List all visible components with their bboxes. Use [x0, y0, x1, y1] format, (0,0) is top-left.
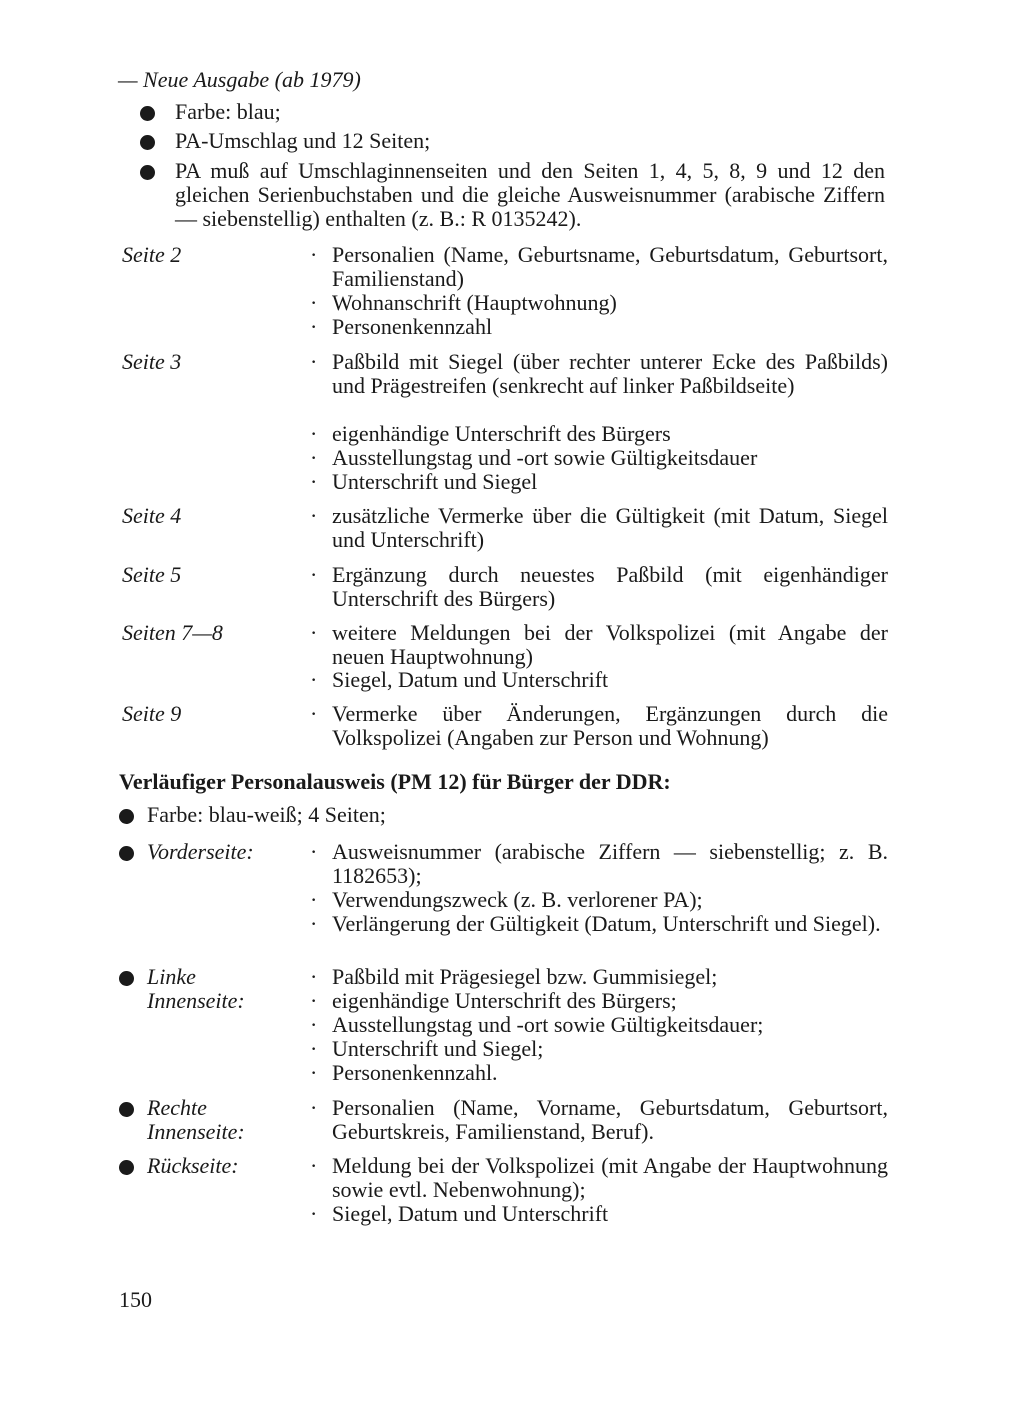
- list-item: · Paßbild mit Prägesiegel bzw. Gummisiegel;: [310, 964, 718, 989]
- bullet-icon: [119, 971, 134, 986]
- list-item: · Paßbild mit Siegel (über rechter unterer Ecke des Paßbilds) und Prägestreifen (senkrecht auf linker Paßbildseite): [310, 349, 888, 398]
- list-item: · Ausweisnummer (arabische Ziffern — siebenstellig; z. B. 1182653);: [310, 839, 888, 888]
- page-label: Seite 4: [122, 503, 182, 528]
- list-item: · zusätzliche Vermerke über die Gültigkeit (mit Datum, Siegel und Unterschrift): [310, 503, 888, 552]
- group-label: Rechte Innenseite:: [147, 1095, 245, 1144]
- page-label: Seite 3: [122, 349, 182, 374]
- intro-bullet-3: PA muß auf Umschlaginnenseiten und den Seiten 1, 4, 5, 8, 9 und 12 den gleichen Serienbuchstaben und die gleiche Ausweisnummer (arabische Ziffern — siebenstellig) enthalten (z. B.: R 0135242).: [175, 158, 885, 231]
- bullet-icon: [119, 846, 134, 861]
- list-item: · Verwendungszweck (z. B. verlorener PA);: [310, 887, 703, 912]
- intro-bullet-2: PA-Umschlag und 12 Seiten;: [175, 128, 431, 153]
- list-item: · Wohnanschrift (Hauptwohnung): [310, 290, 617, 315]
- page-number: 150: [119, 1287, 152, 1312]
- bullet-icon: [140, 106, 155, 121]
- list-item: · Personenkennzahl: [310, 314, 493, 339]
- page-label: Seite 9: [122, 701, 182, 726]
- bullet-icon: [140, 135, 155, 150]
- list-item: · Vermerke über Änderungen, Ergänzungen durch die Volkspolizei (Angaben zur Person und Wohnung): [310, 701, 888, 750]
- list-item: · Ausstellungstag und -ort sowie Gültigkeitsdauer;: [310, 1012, 764, 1037]
- bullet-icon: [119, 809, 134, 824]
- list-item: · Meldung bei der Volkspolizei (mit Angabe der Hauptwohnung sowie evtl. Nebenwohnung);: [310, 1153, 888, 1202]
- list-item: · Verlängerung der Gültigkeit (Datum, Unterschrift und Siegel).: [310, 911, 881, 936]
- list-item: · weitere Meldungen bei der Volkspolizei (mit Angabe der neuen Hauptwohnung): [310, 620, 888, 669]
- list-item: · Personalien (Name, Vorname, Geburtsdatum, Geburtsort, Geburtskreis, Familienstand, Beruf).: [310, 1095, 888, 1144]
- page-label: Seite 5: [122, 562, 182, 587]
- page-label: Seiten 7—8: [122, 620, 223, 645]
- page-label: Seite 2: [122, 242, 182, 267]
- list-item: · Personalien (Name, Geburtsname, Geburtsdatum, Geburtsort, Familienstand): [310, 242, 888, 291]
- section-bullet: Farbe: blau-weiß; 4 Seiten;: [147, 802, 386, 827]
- list-item: · Ausstellungstag und -ort sowie Gültigkeitsdauer: [310, 445, 758, 470]
- list-item: · eigenhändige Unterschrift des Bürgers: [310, 421, 671, 446]
- list-item: · Ergänzung durch neuestes Paßbild (mit eigenhändiger Unterschrift des Bürgers): [310, 562, 888, 611]
- list-item: · eigenhändige Unterschrift des Bürgers;: [310, 988, 677, 1013]
- group-label: Rückseite:: [147, 1153, 239, 1178]
- bullet-icon: [140, 165, 155, 180]
- list-item: · Unterschrift und Siegel: [310, 469, 538, 494]
- list-item: · Unterschrift und Siegel;: [310, 1036, 544, 1061]
- list-item: · Siegel, Datum und Unterschrift: [310, 1201, 609, 1226]
- section-heading: Verläufiger Personalausweis (PM 12) für Bürger der DDR:: [119, 769, 671, 794]
- intro-bullet-1: Farbe: blau;: [175, 99, 281, 124]
- edition-heading: — Neue Ausgabe (ab 1979): [118, 67, 361, 92]
- list-item: · Siegel, Datum und Unterschrift: [310, 667, 609, 692]
- list-item: · Personenkennzahl.: [310, 1060, 498, 1085]
- bullet-icon: [119, 1160, 134, 1175]
- group-label: Vorderseite:: [147, 839, 254, 864]
- bullet-icon: [119, 1102, 134, 1117]
- group-label: Linke Innenseite:: [147, 964, 245, 1013]
